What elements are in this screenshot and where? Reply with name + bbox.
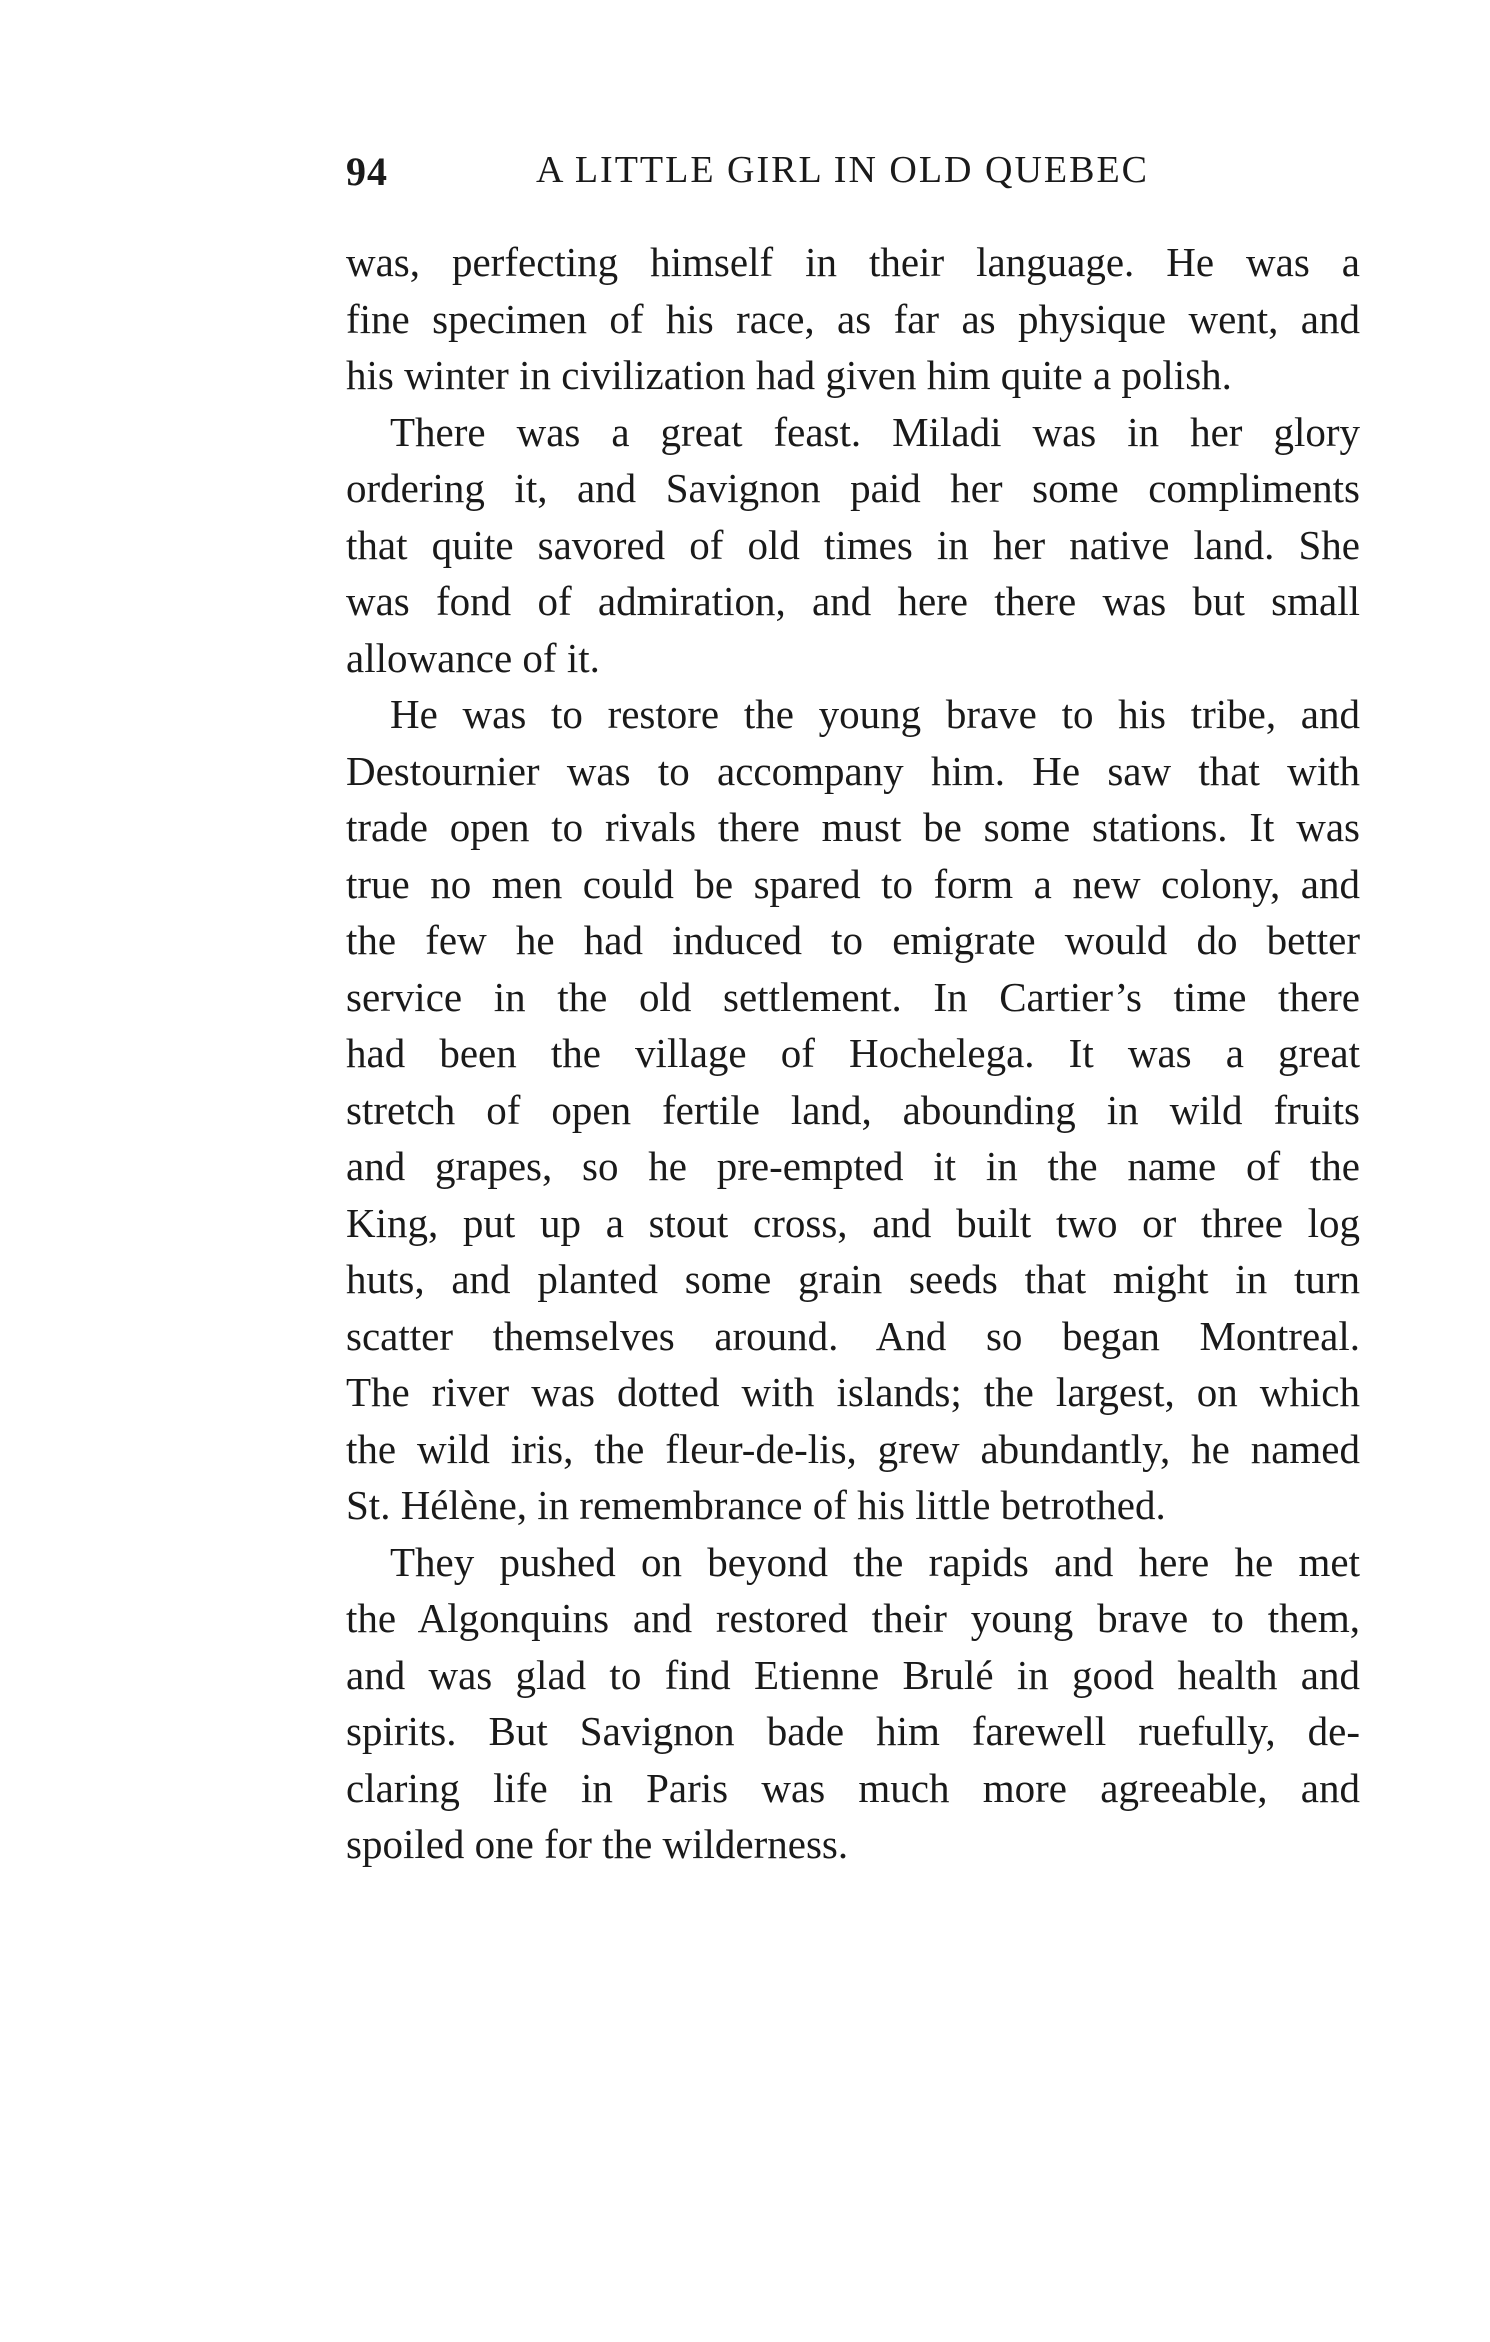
text-line: and grapes, so he pre-empted it in the name of the — [346, 1143, 1360, 1189]
text-line: They pushed on beyond the rapids and here he met — [390, 1538, 1360, 1585]
paragraph-4 — [346, 1534, 1360, 1873]
text-line: spirits. But Savignon bade him farewell ruefully, de- — [346, 1708, 1360, 1754]
text-line: the Algonquins and restored their young brave to them, — [346, 1595, 1360, 1641]
text-line: scatter themselves around. And so began Montreal. — [346, 1312, 1360, 1359]
text-line: St. Hélène, in remembrance of his little betrothed. — [346, 1482, 1166, 1528]
page-number: 94 — [346, 149, 388, 194]
text-line: was fond of admiration, and here there was but small — [346, 578, 1360, 624]
text-line: that quite savored of old times in her native land. She — [346, 521, 1360, 568]
text-line: trade open to rivals there must be some stations. It was — [346, 804, 1360, 850]
text-line: There was a great feast. Miladi was in her glory — [390, 408, 1360, 455]
text-line: service in the old settlement. In Cartier’s time there — [346, 973, 1360, 1020]
text-line: was, perfecting himself in their language. He was a — [346, 239, 1360, 285]
text-line: true no men could be spared to form a new colony, and — [346, 860, 1360, 907]
paragraph-3 — [346, 686, 1360, 1534]
paragraph-2 — [346, 404, 1360, 687]
text-line: the wild iris, the fleur-de-lis, grew abundantly, he named — [346, 1425, 1360, 1472]
text-line: allowance of it. — [346, 634, 600, 681]
text-line: He was to restore the young brave to his tribe, and — [390, 691, 1360, 737]
text-line: ordering it, and Savignon paid her some compliments — [346, 465, 1360, 511]
text-line: and was glad to find Etienne Brulé in good health and — [346, 1651, 1360, 1698]
body-text — [346, 234, 1360, 1873]
text-line: claring life in Paris was much more agreeable, and — [346, 1764, 1360, 1811]
running-head — [346, 148, 1360, 208]
text-line: fine specimen of his race, as far as physique went, and — [346, 295, 1360, 342]
text-line: King, put up a stout cross, and built two or three log — [346, 1199, 1360, 1246]
text-line: his winter in civilization had given him quite a polish. — [346, 352, 1232, 398]
running-title: A LITTLE GIRL IN OLD QUEBEC — [536, 149, 1149, 191]
text-line: stretch of open fertile land, abounding in wild fruits — [346, 1086, 1360, 1133]
text-line: the few he had induced to emigrate would do better — [346, 917, 1360, 963]
paragraph-1 — [346, 234, 1360, 404]
text-line: had been the village of Hochelega. It was a great — [346, 1030, 1360, 1076]
text-line: huts, and planted some grain seeds that might in turn — [346, 1256, 1360, 1302]
text-line: Destournier was to accompany him. He saw that with — [346, 747, 1360, 794]
text-line: spoiled one for the wilderness. — [346, 1821, 849, 1867]
text-line: The river was dotted with islands; the largest, on which — [346, 1369, 1360, 1415]
